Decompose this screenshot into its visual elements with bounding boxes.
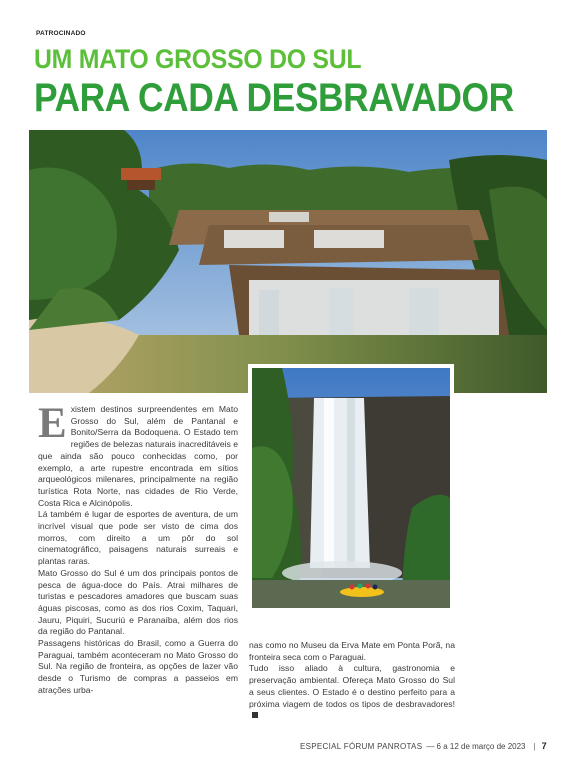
paragraph-1-text: xistem destinos surpreendentes em Mato Grosso do Sul, além de Pantanal e Bonito/Serra da Bodoquena. O Estado tem regiões de belezas naturais inacreditáveis e que ainda são pouco conhecidas como, por exemplo, a arte rupestre encontrada em sítios arqueológicos milenares, principalmente na região turística Rota Norte, nas cidades de Rio Verde, Costa Rica e Alcinópolis. [38, 404, 238, 508]
article-paragraph-3: Mato Grosso do Sul é um dos principais pontos de pesca de água-doce do País. Atrai milhares de turistas e pescadores amadores que buscam suas águas piscosas, como as dos rios Coxim, Taquari, Jauru, Piquiri, Sucuriú e Paranaíba, além dos rios da região do Pantanal. [38, 567, 238, 637]
end-mark-icon [252, 712, 258, 718]
footer-date: — 6 a 12 de março de 2023 [426, 742, 526, 751]
article-paragraph-1 [38, 400, 238, 509]
article-column-left [38, 400, 238, 697]
article-paragraph-4-continued: nas como no Museu da Erva Mate em Ponta Porã, na fronteira seca com o Paraguai. [249, 640, 455, 662]
sponsor-label: PATROCINADO [36, 30, 86, 37]
paragraph-5-text: Tudo isso aliado à cultura, gastronomia e preservação ambiental. Ofereça Mato Grosso do Sul a seus clientes. O Estado é o destino perfeito para a próxima viagem de todos os tipos de desbravadores! [249, 663, 455, 709]
drop-cap: E [38, 400, 67, 447]
inset-waterfall-photo [248, 364, 454, 612]
article-paragraph-5 [249, 663, 455, 722]
footer-divider: | [533, 742, 536, 751]
page-footer [300, 741, 547, 751]
main-waterfall-photo [29, 130, 547, 393]
article-column-right [249, 640, 455, 722]
headline-line1: UM MATO GROSSO DO SUL [34, 44, 362, 74]
headline-line2: PARA CADA DESBRAVADOR [34, 76, 514, 120]
footer-publication: ESPECIAL FÓRUM PANROTAS [300, 742, 423, 751]
article-paragraph-2: Lá também é lugar de esportes de aventura, de um incrível visual que pode ser visto de cima dos morros, com direito a um pôr do sol cinematográfico, paisagens naturais surreais e plantas raras. [38, 509, 238, 567]
page-number: 7 [541, 741, 547, 751]
article-paragraph-4: Passagens históricas do Brasil, como a Guerra do Paraguai, também aconteceram no Mato Grosso do Sul. Na região de fronteira, as opções de lazer vão desde o Turismo de compras a passeios em atrações urba- [38, 638, 238, 695]
